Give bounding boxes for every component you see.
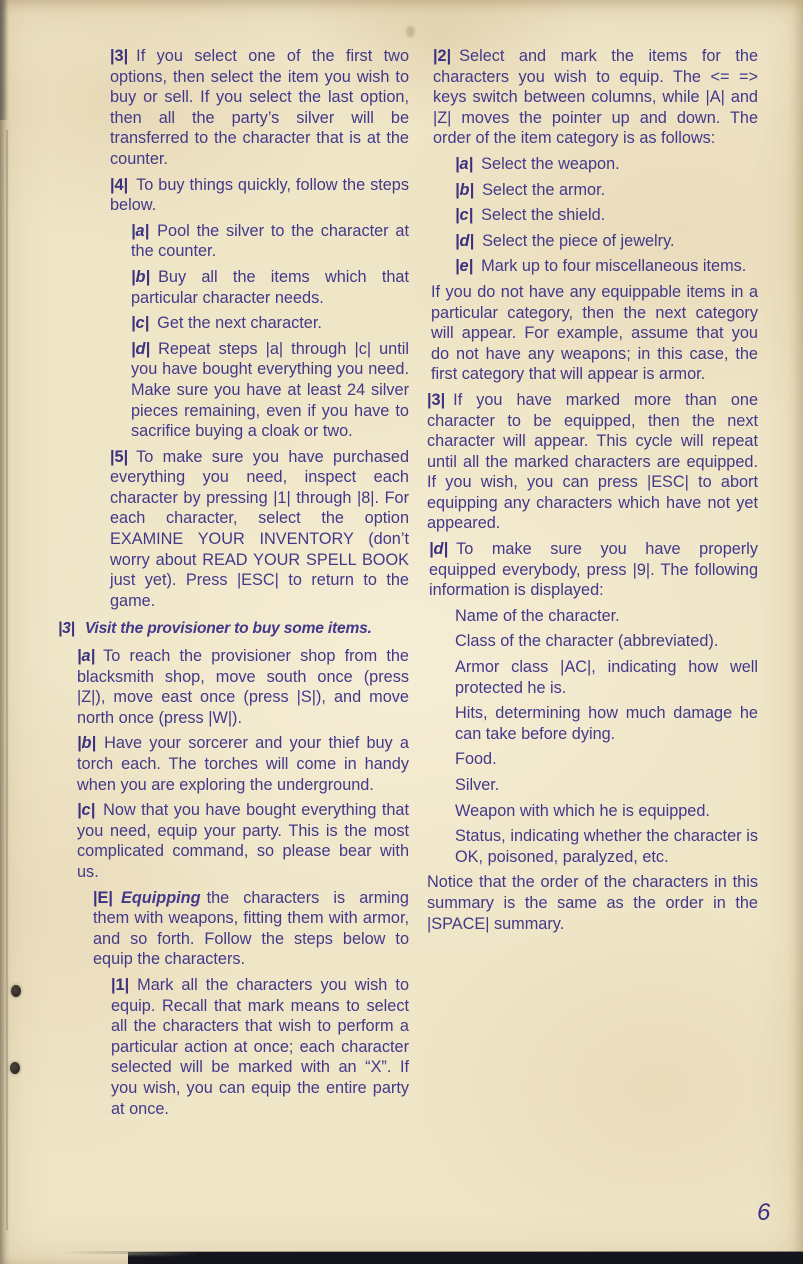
step-marker: |1| [111,975,130,994]
substep-text: Select the armor. [482,180,606,199]
left-column [58,46,409,1124]
instruction-substep [131,221,409,262]
info-list-item [455,606,758,627]
scan-bottom-edge [128,1252,803,1264]
info-text: Hits, determining how much damage he can take before dying. [455,704,758,743]
paragraph-text: Notice that the order of the characters in this summary is the same as the order in the |SPACE| summary. [427,873,758,933]
paragraph-text: If you do not have any equippable items in a particular category, then the next category will appear. For example, assume that you do not have any weapons; in this case, the first category that will appear is armor. [431,282,758,384]
substep-text: Now that you have bought everything that you need, equip your party. This is the most complicated command, so please bear with us. [77,801,409,881]
instruction-substep [455,180,758,201]
step-marker: |2| [433,47,452,65]
info-list-item [455,657,758,698]
info-text: Food. [455,750,497,769]
info-text: Name of the character. [455,606,620,625]
substep-marker: |d| [455,231,475,250]
instruction-substep [77,733,409,795]
substep-marker: |e| [455,257,474,276]
substep-marker: |d| [131,339,151,358]
step-marker: |3| [110,47,129,65]
substep-text: Select the shield. [481,206,606,225]
substep-text: Mark up to four miscellaneous items. [481,257,747,276]
section-heading-text: Visit the provisioner to buy some items. [84,620,372,638]
substep-text: Repeat steps |a| through |c| until you have bought everything you need. Make sure you have at least 24 silver pieces remaining, even if you have to sacrifice buying a cloak or two. [131,339,409,441]
instruction-step [93,888,409,970]
info-list-item [455,703,758,744]
step-text: To make sure you have purchased everything you need, inspect each character by pressing |1| through |8|. For each character, select the option EXAMINE YOUR INVENTORY (don’t worry about READ YOUR SPELL BOOK just yet). Press |ESC| to return to the game. [110,447,409,610]
step-text: To buy things quickly, follow the steps below. [110,175,409,215]
substep-marker: |b| [77,734,97,753]
instruction-step [433,46,758,149]
scan-left-edge-dark-corner [0,0,8,120]
instruction-substep [455,256,758,277]
section-heading [58,619,409,640]
info-list-item [455,826,758,867]
instruction-substep [131,339,409,442]
step-lead-word: Equipping [120,888,201,907]
instruction-substep [77,646,409,728]
substep-marker: |a| [131,221,150,240]
step-marker: |3| [427,390,446,409]
substep-text: Buy all the items which that particular character needs. [131,267,409,307]
substep-text: Select the piece of jewelry. [482,231,675,250]
body-paragraph [431,282,758,385]
substep-text: To make sure you have properly equipped everybody, press |9|. The following information is displayed: [429,540,758,600]
info-text: Silver. [455,776,500,794]
info-text: Weapon with which he is equipped. [455,801,710,820]
instruction-substep [131,313,409,334]
substep-marker: |c| [77,801,96,820]
info-list-item [455,749,758,770]
substep-text: Select the weapon. [481,154,620,173]
step-text: Mark all the characters you wish to equip. Recall that mark means to select all the characters that wish to perform a particular action at once; each character selected will be marked with an “X”. If you wish, you can equip the entire party at once. [111,975,409,1118]
instruction-step [110,447,409,612]
substep-marker: |b| [455,180,475,199]
instruction-substep [455,205,758,226]
substep-text: Get the next character. [157,314,322,333]
paper-smudge [406,26,415,37]
substep-marker: |b| [131,267,151,286]
instruction-substep [455,231,758,252]
substep-marker: |a| [455,154,474,173]
section-marker: |3| [58,620,75,638]
step-text: the characters is arming them with weapons, fitting them with armor, and so forth. Follow the steps below to equip the characters. [93,888,409,969]
page-fold-line [6,130,8,1230]
info-list-item [455,801,758,822]
info-list-item [455,775,758,796]
binding-hole [10,1062,20,1074]
step-marker: |4| [110,175,129,194]
substep-text: Pool the silver to the character at the counter. [131,221,409,261]
info-text: Status, indicating whether the character is OK, poisoned, paralyzed, etc. [455,827,758,866]
instruction-step [110,175,409,216]
info-text: Class of the character (abbreviated). [455,632,719,651]
substep-marker: |a| [77,647,96,666]
substep-marker: |c| [455,206,474,225]
page-number: 6 [757,1199,771,1226]
instruction-substep [429,539,758,601]
right-column [427,46,758,939]
instruction-step [110,46,409,170]
body-paragraph [427,872,758,934]
instruction-substep [131,267,409,308]
step-text: If you select one of the first two options, then select the item you wish to buy or sell. If you select the last option, then all the party’s silver will be transferred to the character that is at the counter. [110,47,409,168]
step-marker: |5| [110,447,129,466]
instruction-substep [455,154,758,175]
info-list-item [455,631,758,652]
info-text: Armor class |AC|, indicating how well protected he is. [455,658,758,697]
step-text: If you have marked more than one character to be equipped, then the next character will appear. This cycle will repeat until all the marked characters are equipped. If you wish, you can press |ESC| to abort equipping any characters which have not yet appeared. [427,390,758,533]
step-marker: |E| [93,888,113,907]
step-text: Select and mark the items for the characters you wish to equip. The <= => keys switch between columns, while |A| and |Z| moves the pointer up and down. The order of the item category is as follows: [433,47,758,148]
substep-marker: |c| [131,314,150,333]
instruction-substep [77,800,409,882]
instruction-step [427,390,758,534]
scan-left-edge [0,0,10,1264]
instruction-step [111,975,409,1119]
substep-marker: |d| [429,540,449,559]
substep-text: To reach the provisioner shop from the blacksmith shop, move south once (press |Z|), move east once (press |S|), and move north once (press |W|). [77,647,409,727]
binding-hole [11,985,21,997]
substep-text: Have your sorcerer and your thief buy a torch each. The torches will come in handy when you are exploring the underground. [77,734,409,794]
